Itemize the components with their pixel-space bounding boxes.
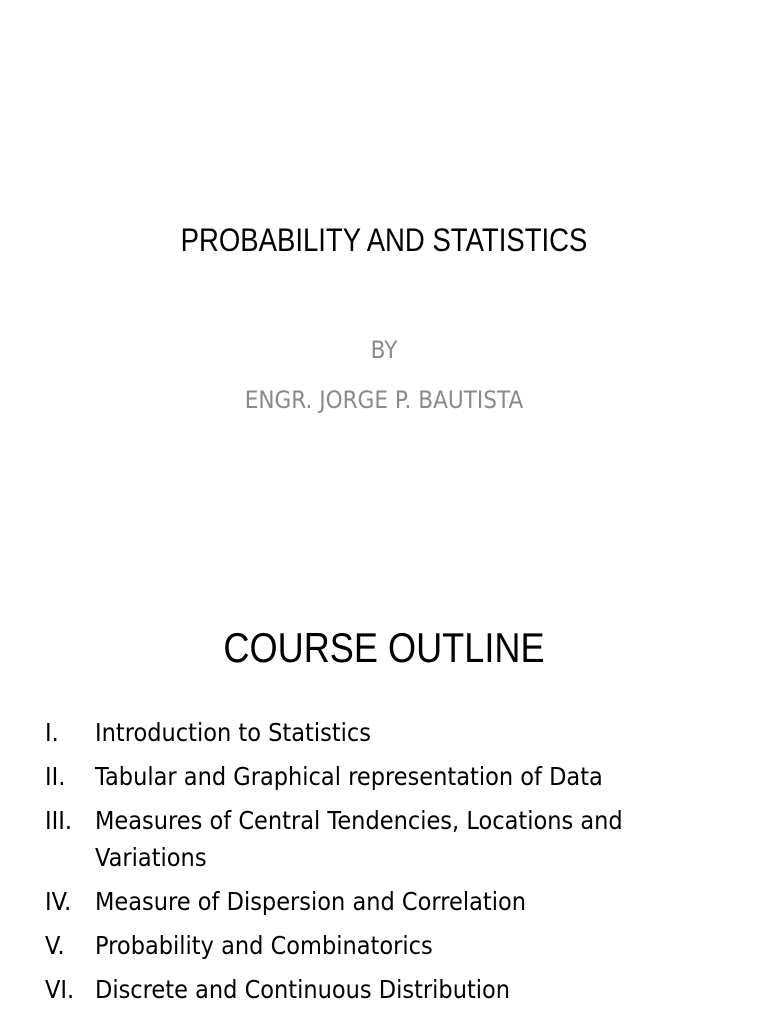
item-numeral: III. — [45, 806, 73, 835]
item-numeral: V. — [45, 931, 65, 960]
outline-heading: COURSE OUTLINE — [223, 624, 545, 671]
list-item — [45, 883, 745, 920]
item-text: Introduction to Statistics — [95, 718, 372, 747]
item-text: Tabular and Graphical representation of Data — [95, 762, 603, 791]
item-text: Discrete and Continuous Distribution — [95, 975, 511, 1004]
slide-title: PROBABILITY AND STATISTICS — [180, 222, 588, 258]
course-outline-slide — [0, 576, 768, 1024]
item-text: Measures of Central Tendencies, Locations and Variations — [95, 806, 623, 872]
item-numeral: II. — [45, 762, 66, 791]
list-item — [45, 971, 745, 1008]
author-name: ENGR. JORGE P. BAUTISTA — [244, 386, 524, 414]
list-item — [45, 714, 745, 751]
list-item — [45, 802, 745, 876]
byline-label: BY — [370, 336, 398, 364]
outline-list — [45, 714, 745, 1015]
item-numeral: I. — [45, 718, 59, 747]
item-text: Probability and Combinatorics — [95, 931, 433, 960]
item-numeral: VI. — [45, 975, 75, 1004]
item-numeral: IV. — [45, 887, 72, 916]
list-item — [45, 927, 745, 964]
list-item — [45, 758, 745, 795]
item-text: Measure of Dispersion and Correlation — [95, 887, 527, 916]
